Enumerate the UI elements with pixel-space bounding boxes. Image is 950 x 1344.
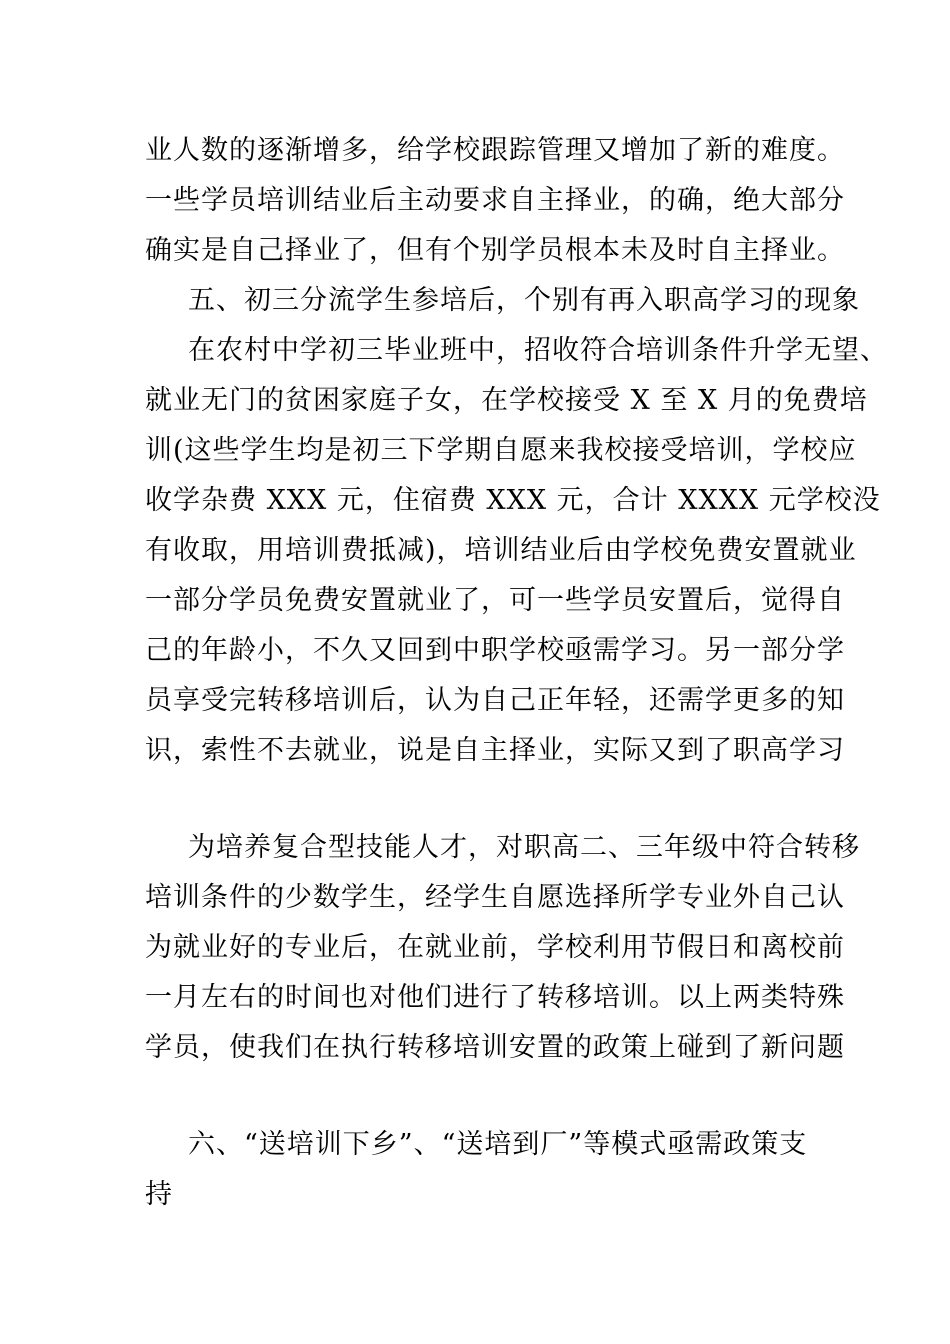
text-line: 一些学员培训结业后主动要求自主择业，的确，绝大部分 <box>145 185 845 216</box>
text-line: 己的年龄小，不久又回到中职学校亟需学习。另一部分学 <box>145 635 845 666</box>
text-line: 就业无门的贫困家庭子女，在学校接受 X 至 X 月的免费培 <box>145 385 868 416</box>
text-line: 为就业好的专业后，在就业前，学校利用节假日和离校前 <box>145 932 845 963</box>
section-heading: 六、“送培训下乡”、“送培到厂”等模式亟需政策支 <box>188 1129 808 1160</box>
text-line: 培训条件的少数学生，经学生自愿选择所学专业外自己认 <box>145 882 845 913</box>
text-line: 收学杂费 XXX 元，住宿费 XXX 元，合计 XXXX 元学校没 <box>145 485 881 516</box>
text-line: 确实是自己择业了，但有个别学员根本未及时自主择业。 <box>145 235 845 266</box>
text-line: 在农村中学初三毕业班中，招收符合培训条件升学无望、 <box>188 335 888 366</box>
section-heading-continued: 持 <box>145 1179 173 1210</box>
text-line: 训(这些学生均是初三下学期自愿来我校接受培训，学校应 <box>145 435 857 466</box>
section-heading: 五、初三分流学生参培后，个别有再入职高学习的现象 <box>188 285 860 316</box>
text-line: 有收取，用培训费抵减)，培训结业后由学校免费安置就业 <box>145 535 857 566</box>
text-line: 识，索性不去就业，说是自主择业，实际又到了职高学习 <box>145 735 845 766</box>
text-line: 业人数的逐渐增多，给学校跟踪管理又增加了新的难度。 <box>145 135 845 166</box>
text-line: 一部分学员免费安置就业了，可一些学员安置后，觉得自 <box>145 585 845 616</box>
text-line: 为培养复合型技能人才，对职高二、三年级中符合转移 <box>188 832 860 863</box>
text-line: 员享受完转移培训后，认为自己正年轻，还需学更多的知 <box>145 685 845 716</box>
text-line: 一月左右的时间也对他们进行了转移培训。以上两类特殊 <box>145 982 845 1013</box>
text-line: 学员，使我们在执行转移培训安置的政策上碰到了新问题 <box>145 1032 845 1063</box>
